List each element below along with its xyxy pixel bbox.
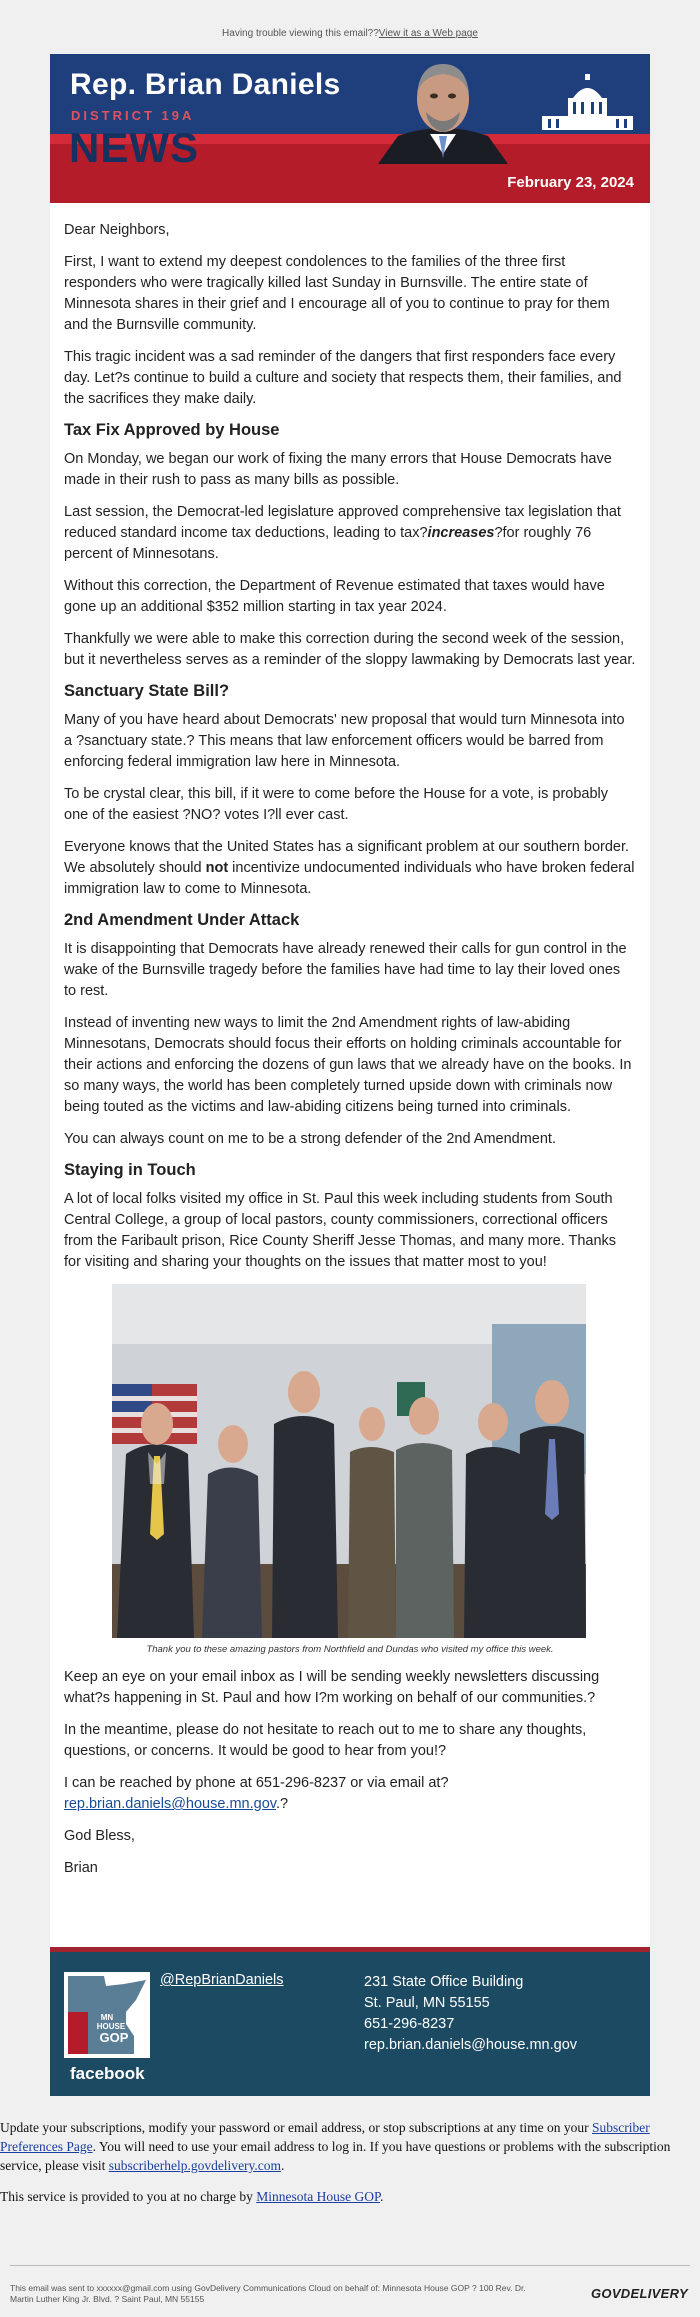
- paragraph: Last session, the Democrat-led legislature approved comprehensive tax legislation that reduced standard income tax deductions, leading to tax?increases?for roughly 76 percent of Minnesotans.: [64, 504, 621, 562]
- contact-email[interactable]: rep.brian.daniels@house.mn.gov: [364, 2037, 578, 2053]
- svg-text:GOP: GOP: [99, 2030, 129, 2045]
- view-online-bar: [0, 28, 700, 39]
- emphasis-increases: increases: [427, 525, 495, 541]
- paragraph: Instead of inventing new ways to limit the 2nd Amendment rights of law-abiding Minnesotans, Democrats should focus their efforts on holding criminals accountable for their actions and enforcing the dozens of gun laws that we already have on the books. In so many ways, the world has been completely turned upside down with criminals now being touted as the victims and law-abiding citizens being turned into criminals.: [64, 1015, 632, 1115]
- minnesota-house-gop-link[interactable]: Minnesota House GOP: [256, 2189, 380, 2204]
- paragraph: In the meantime, please do not hesitate to reach out to me to share any thoughts, questions, or concerns. It would be good to hear from you!?: [64, 1722, 587, 1759]
- address-line: St. Paul, MN 55155: [364, 1995, 490, 2011]
- sent-to-notice: This email was sent to xxxxxx@gmail.com using GovDelivery Communications Cloud on behalf of: Minnesota House GOP ? 100 Rev. Dr. Martin Luther King Jr. Blvd. ? Saint Paul, MN 55155: [10, 2283, 526, 2304]
- subscription-notice: [0, 2118, 700, 2218]
- newsletter-date: February 23, 2024: [507, 174, 634, 191]
- banner-district: DISTRICT 19A: [71, 108, 195, 123]
- subscription-paragraph: Update your subscriptions, modify your password or email address, or stop subscriptions at any time on your Subscriber Preferences Page. You will need to use your email address to log in. If you have questions or problems with the subscription service, please visit subscriberhelp.govdelivery.com.: [0, 2120, 671, 2173]
- newsletter-container: [50, 54, 650, 2096]
- paragraph: I can be reached by phone at 651-296-8237 or via email at? rep.brian.daniels@house.mn.gov.?: [64, 1775, 449, 1812]
- email-link[interactable]: rep.brian.daniels@house.mn.gov: [64, 1796, 276, 1812]
- group-photo-illustration: [112, 1284, 586, 1638]
- signoff: God Bless,: [64, 1828, 135, 1844]
- paragraph: You can always count on me to be a strong defender of the 2nd Amendment.: [64, 1131, 556, 1147]
- paragraph: Many of you have heard about Democrats' new proposal that would turn Minnesota into a ?sanctuary state.? This means that law enforcement officers would be barred from enforcing federal immigration law here in Minnesota.: [64, 712, 625, 770]
- visitors-photo: [112, 1284, 586, 1638]
- minnesota-map-icon: [64, 1972, 150, 2058]
- paragraph: Keep an eye on your email inbox as I will be sending weekly newsletters discussing what?s happening in St. Paul and how I?m working on behalf of our communities.?: [64, 1669, 600, 1706]
- paragraph: First, I want to extend my deepest condolences to the families of the three first responders who were tragically killed last Sunday in Burnsville. The entire state of Minnesota shares in their grief and I encourage all of you to continue to pray for them and the Burnsville community.: [64, 254, 610, 333]
- service-provider-paragraph: This service is provided to you at no charge by Minnesota House GOP.: [0, 2189, 384, 2204]
- contact-address: [364, 1972, 577, 2056]
- signature: Brian: [64, 1860, 98, 1876]
- newsletter-body: [64, 220, 636, 1890]
- paragraph: It is disappointing that Democrats have already renewed their calls for gun control in the wake of the Burnsville tragedy before the families have had time to lay their loved ones to rest.: [64, 941, 627, 999]
- phone-number: 651-296-8237: [364, 2016, 455, 2032]
- newsletter-banner: [50, 54, 650, 203]
- banner-news-label: NEWS: [69, 124, 199, 171]
- capitol-icon: [540, 72, 635, 132]
- svg-text:MN: MN: [100, 2013, 114, 2022]
- paragraph: This tragic incident was a sad reminder of the dangers that first responders face every day. Let?s continue to build a culture and society that respects them, their families, and the sacrifices they make daily.: [64, 349, 622, 407]
- facebook-link[interactable]: facebook: [70, 2064, 145, 2083]
- paragraph: To be crystal clear, this bill, if it were to come before the House for a vote, is probably one of the easiest ?NO? votes I?ll ever cast.: [64, 786, 609, 823]
- photo-caption: Thank you to these amazing pastors from Northfield and Dundas who visited my office this week.: [146, 1644, 554, 1655]
- paragraph: Without this correction, the Department of Revenue estimated that taxes would have gone up an additional $352 million starting in tax year 2024.: [64, 578, 605, 615]
- paragraph: On Monday, we began our work of fixing the many errors that House Democrats have made in their rush to pass as many bills as possible.: [64, 451, 612, 488]
- subscriber-help-link[interactable]: subscriberhelp.govdelivery.com: [108, 2158, 282, 2173]
- section-heading-sanctuary: Sanctuary State Bill?: [64, 682, 230, 700]
- newsletter-footer: [50, 1947, 650, 2096]
- greeting: Dear Neighbors,: [64, 222, 170, 238]
- svg-text:HOUSE: HOUSE: [96, 2022, 126, 2031]
- address-line: 231 State Office Building: [364, 1974, 524, 1990]
- emphasis-not: not: [205, 860, 229, 876]
- divider: [10, 2265, 690, 2266]
- govdelivery-logo[interactable]: GOVDELIVERY: [591, 2286, 688, 2301]
- banner-title: Rep. Brian Daniels: [70, 68, 341, 101]
- section-heading-staying-in-touch: Staying in Touch: [64, 1161, 196, 1179]
- paragraph: A lot of local folks visited my office in St. Paul this week including students from South Central College, a group of local pastors, county commissioners, correctional officers from the Faribault prison, Rice County Sheriff Jesse Thomas, and many more. Thanks for visiting and sharing your thoughts on the issues that matter most to you!: [64, 1191, 617, 1270]
- section-heading-tax: Tax Fix Approved by House: [64, 421, 280, 439]
- twitter-link[interactable]: @RepBrianDaniels: [160, 1972, 284, 1988]
- view-online-text: Having trouble viewing this email??: [222, 28, 379, 39]
- view-as-web-page-link[interactable]: View it as a Web page: [378, 28, 478, 39]
- representative-portrait: [368, 54, 518, 164]
- subscriber-preferences-link[interactable]: Subscriber Preferences Page: [0, 2120, 650, 2154]
- paragraph: Everyone knows that the United States has a significant problem at our southern border. We absolutely should not incentivize undocumented individuals who have broken federal immigration law to come to Minnesota.: [64, 839, 635, 897]
- mn-house-gop-logo[interactable]: [64, 1972, 150, 2058]
- paragraph: Thankfully we were able to make this correction during the second week of the session, but it nevertheless serves as a reminder of the sloppy lawmaking by Democrats last year.: [64, 631, 636, 668]
- section-heading-2nd-amendment: 2nd Amendment Under Attack: [64, 911, 300, 929]
